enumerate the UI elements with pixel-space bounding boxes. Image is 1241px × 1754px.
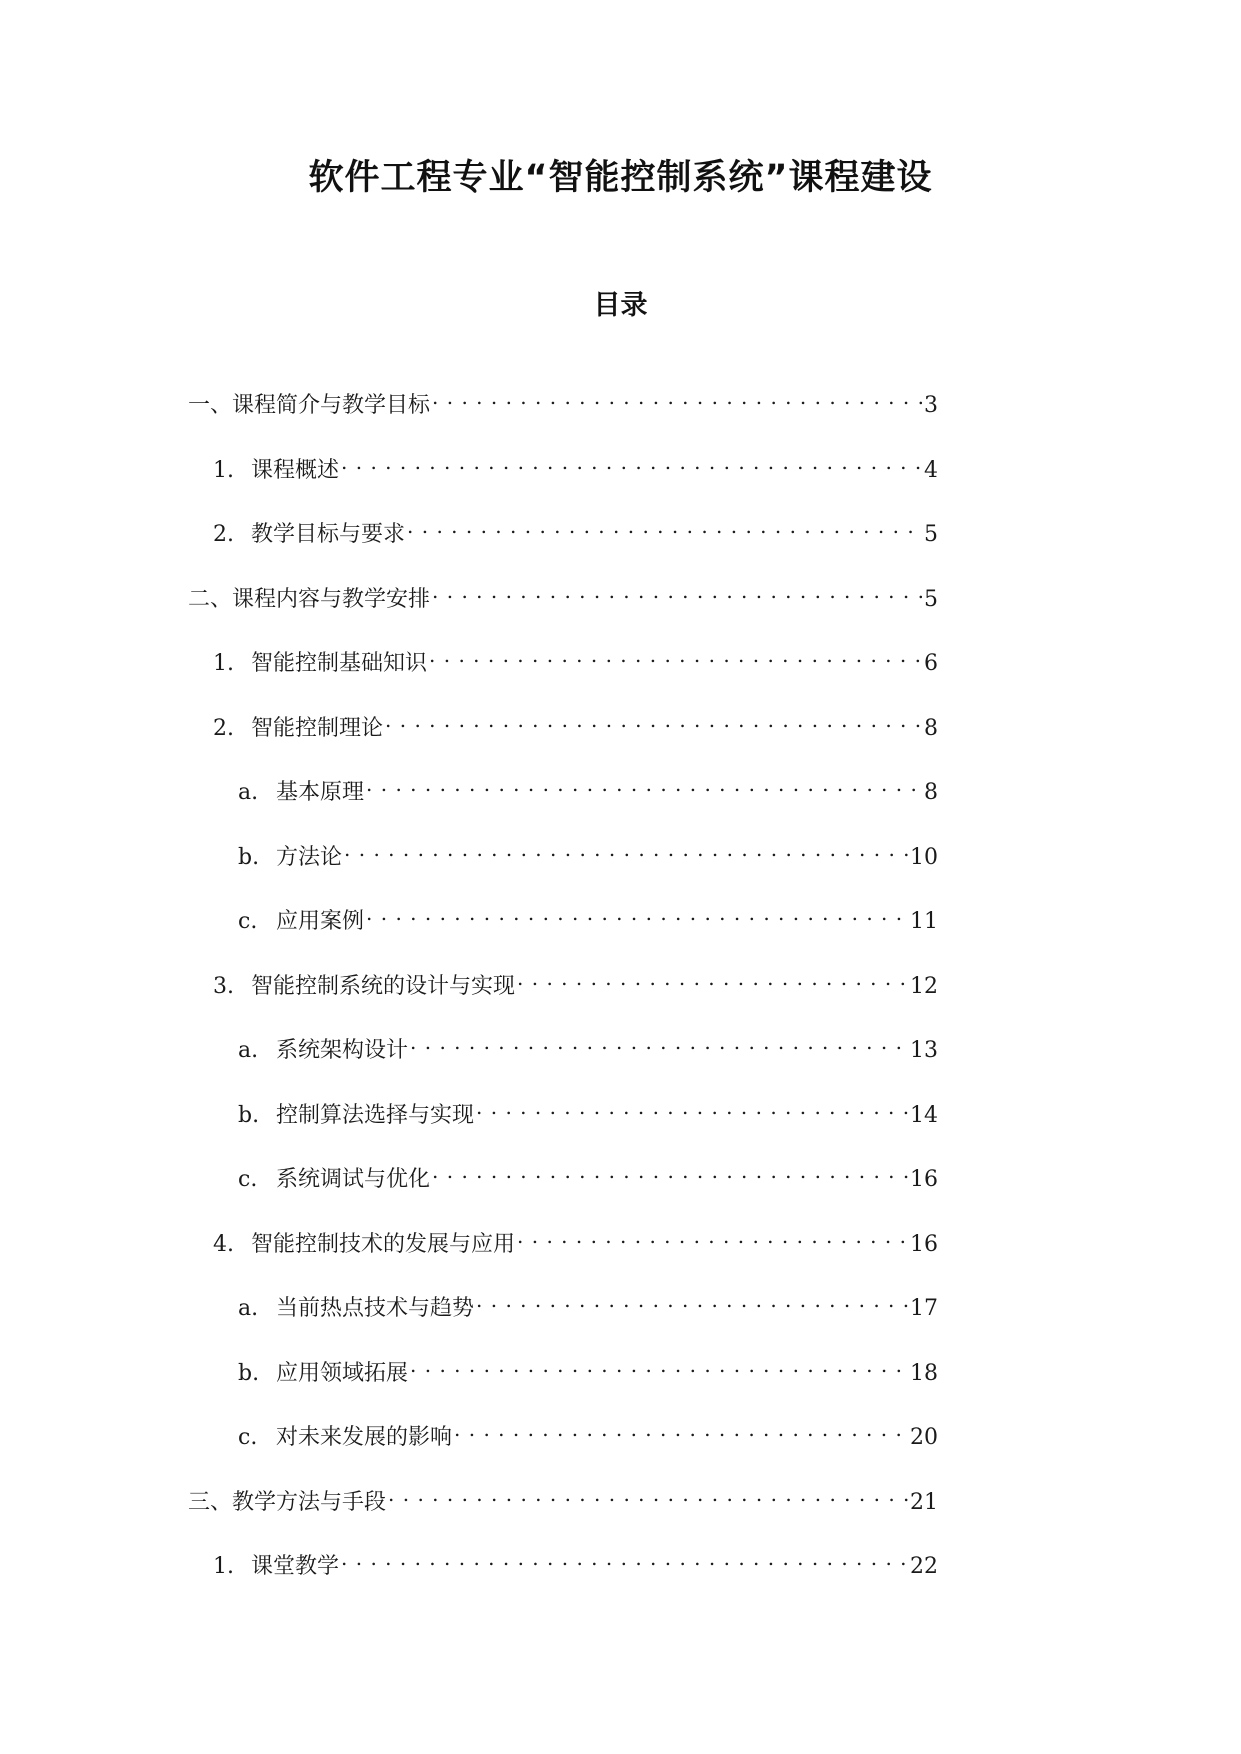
toc-entry[interactable] (188, 576, 938, 612)
toc-entry-number: 4. (213, 1231, 234, 1257)
toc-entry-page-number: 5 (924, 522, 938, 547)
toc-entry-title: 对未来发展的影响 (276, 1425, 453, 1450)
toc-entry[interactable] (238, 1285, 938, 1321)
toc-dot-leader (429, 640, 922, 670)
toc-entry-page-number: 22 (910, 1554, 938, 1579)
toc-entry-number: 2. (213, 522, 234, 547)
toc-entry-page-number: 16 (910, 1231, 938, 1257)
toc-dot-leader (410, 1027, 908, 1057)
toc-entry[interactable] (238, 1156, 938, 1192)
toc-entry-number: b. (238, 1360, 260, 1386)
toc-entry-number: a. (238, 1296, 259, 1321)
toc-entry-page-number: 10 (910, 844, 938, 870)
toc-entry[interactable] (213, 963, 938, 999)
toc-entry-title: 方法论 (276, 844, 343, 870)
toc-entry[interactable] (238, 898, 938, 934)
toc-entry[interactable] (238, 1350, 938, 1386)
document-title: 软件工程专业“智能控制系统”课程建设 (308, 158, 933, 198)
toc-entry-title: 智能控制系统的设计与实现 (251, 973, 516, 999)
toc-dot-leader (344, 834, 908, 864)
toc-dot-leader (517, 963, 908, 993)
toc-entry[interactable] (238, 1092, 938, 1128)
toc-dot-leader (476, 1092, 908, 1122)
toc-entry-title: 系统调试与优化 (276, 1167, 431, 1192)
toc-entry-page-number: 5 (924, 586, 938, 612)
toc-entry-title: 一、课程简介与教学目标 (188, 393, 431, 418)
toc-entry-number: b. (238, 844, 260, 870)
toc-entry-page-number: 11 (910, 909, 938, 934)
toc-entry[interactable] (238, 769, 938, 805)
toc-entry-number: 2. (213, 715, 234, 741)
toc-entry[interactable] (188, 1479, 938, 1515)
toc-entry[interactable] (213, 1543, 938, 1579)
toc-entry-number: 1. (213, 651, 234, 676)
toc-entry-number: 3. (213, 973, 234, 999)
toc-dot-leader (407, 511, 922, 541)
toc-entry-number: b. (238, 1102, 260, 1128)
toc-dot-leader (476, 1285, 908, 1315)
toc-entry-page-number: 8 (924, 715, 938, 741)
toc-entry-page-number: 14 (910, 1102, 938, 1128)
toc-entry-title: 三、教学方法与手段 (188, 1489, 387, 1515)
toc-entry-title: 基本原理 (276, 780, 365, 805)
toc-dot-leader (454, 1414, 908, 1444)
toc-entry-page-number: 16 (910, 1167, 938, 1192)
toc-entry-number: c. (238, 1167, 258, 1192)
toc-entry-page-number: 12 (910, 973, 938, 999)
toc-entry-number: c. (238, 909, 258, 934)
toc-dot-leader (388, 1479, 908, 1509)
toc-entry-page-number: 6 (924, 651, 938, 676)
toc-entry[interactable] (213, 447, 938, 483)
toc-dot-leader (432, 382, 922, 412)
toc-entry[interactable] (238, 1027, 938, 1063)
toc-dot-leader (366, 898, 908, 928)
toc-entry-title: 智能控制理论 (251, 715, 384, 741)
toc-dot-leader (366, 769, 922, 799)
toc-dot-leader (410, 1350, 908, 1380)
toc-entry-page-number: 8 (924, 780, 938, 805)
toc-entry[interactable] (238, 1414, 938, 1450)
toc-entry-number: c. (238, 1425, 258, 1450)
toc-entry-title: 应用领域拓展 (276, 1360, 409, 1386)
toc-entry[interactable] (238, 834, 938, 870)
toc-entry-number: a. (238, 1038, 259, 1063)
toc-dot-leader (341, 447, 922, 477)
toc-entry-page-number: 3 (924, 393, 938, 418)
toc-entry[interactable] (213, 705, 938, 741)
toc-entry-title: 课堂教学 (251, 1554, 340, 1579)
toc-dot-leader (385, 705, 922, 735)
toc-entry[interactable] (213, 640, 938, 676)
toc-entry-title: 二、课程内容与教学安排 (188, 586, 431, 612)
toc-entry-page-number: 17 (910, 1296, 938, 1321)
toc-entry-number: a. (238, 780, 259, 805)
toc-entry[interactable] (188, 382, 938, 418)
toc-entry-number: 1. (213, 457, 234, 483)
toc-entry-page-number: 20 (910, 1425, 938, 1450)
toc-entry-page-number: 21 (910, 1489, 938, 1515)
toc-entry-number: 1. (213, 1554, 234, 1579)
toc-dot-leader (517, 1221, 908, 1251)
toc-entry-title: 应用案例 (276, 909, 365, 934)
toc-entry-title: 当前热点技术与趋势 (276, 1296, 475, 1321)
toc-entry-page-number: 18 (910, 1360, 938, 1386)
toc-entry[interactable] (213, 511, 938, 547)
toc-heading: 目录 (593, 290, 648, 321)
toc-entry-title: 教学目标与要求 (251, 522, 406, 547)
toc-entry[interactable] (213, 1221, 938, 1257)
toc-entry-title: 智能控制技术的发展与应用 (251, 1231, 516, 1257)
toc-entry-page-number: 4 (924, 457, 938, 483)
toc-entry-title: 系统架构设计 (276, 1038, 409, 1063)
toc-entry-title: 课程概述 (251, 457, 340, 483)
toc-dot-leader (341, 1543, 908, 1573)
toc-dot-leader (432, 576, 922, 606)
toc-entry-title: 控制算法选择与实现 (276, 1102, 475, 1128)
toc-dot-leader (432, 1156, 908, 1186)
toc-entry-page-number: 13 (910, 1038, 938, 1063)
toc-entry-title: 智能控制基础知识 (251, 651, 428, 676)
